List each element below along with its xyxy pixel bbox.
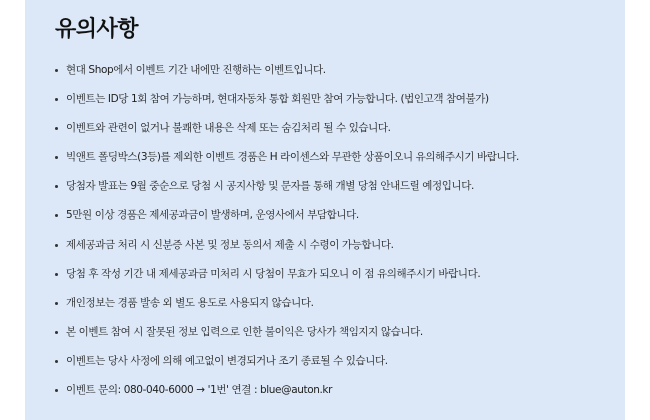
notice-item-text: 현대 Shop에서 이벤트 기간 내에만 진행하는 이벤트입니다. [66,64,326,76]
notice-item-text: 당첨자 발표는 9월 중순으로 당첨 시 공지사항 및 문자를 통해 개별 당첨 안내드릴 예정입니다. [66,180,474,193]
notice-item [55,383,625,398]
notice-item [55,179,625,194]
bullet-icon [55,302,58,305]
bullet-icon [55,214,58,217]
notice-item-text: 이벤트 문의: 080-040-6000 → '1번' 연결 : blue@auton.kr [66,384,333,397]
bullet-icon [55,360,58,363]
notice-item [55,92,625,107]
notice-item [55,150,625,165]
notice-item-text: 이벤트는 ID당 1회 참여 가능하며, 현대자동차 통합 회원만 참여 가능합니다. (법인고객 참여불가) [66,93,489,106]
notice-item-text: 5만원 이상 경품은 제세공과금이 발생하며, 운영사에서 부담합니다. [66,209,359,222]
notice-item-text: 이벤트는 당사 사정에 의해 예고없이 변경되거나 조기 종료될 수 있습니다. [66,354,388,367]
notice-title: 유의사항 [55,17,139,42]
notice-list [55,63,625,398]
notice-item [55,296,625,311]
notice-item [55,208,625,223]
notice-item [55,354,625,369]
bullet-icon [55,331,58,334]
notice-item [55,121,625,136]
bullet-icon [55,69,58,72]
notice-item-text: 제세공과금 처리 시 신분증 사본 및 정보 동의서 제출 시 수령이 가능합니다. [66,238,394,251]
notice-item-text: 이벤트와 관련이 없거나 불쾌한 내용은 삭제 또는 숨김처리 될 수 있습니다. [66,122,391,135]
bullet-icon [55,273,58,276]
notice-item [55,267,625,282]
bullet-icon [55,156,58,159]
notice-item-text: 당첨 후 작성 기간 내 제세공과금 미처리 시 당첨이 무효가 되오니 이 점 유의해주시기 바랍니다. [66,267,481,280]
bullet-icon [55,127,58,130]
notice-item-text: 본 이벤트 참여 시 잘못된 정보 입력으로 인한 불이익은 당사가 책임지지 않습니다. [66,325,423,338]
bullet-icon [55,185,58,188]
bullet-icon [55,98,58,101]
bullet-icon [55,244,58,247]
notice-item-text: 빅앤트 폴딩박스(3등)를 제외한 이벤트 경품은 H 라이센스와 무관한 상품이오니 유의해주시기 바랍니다. [66,151,519,164]
notice-item [55,63,625,78]
notice-item [55,325,625,340]
notice-panel [25,0,625,420]
notice-item-text: 개인정보는 경품 발송 외 별도 용도로 사용되지 않습니다. [66,296,314,309]
notice-item [55,238,625,253]
bullet-icon [55,389,58,392]
